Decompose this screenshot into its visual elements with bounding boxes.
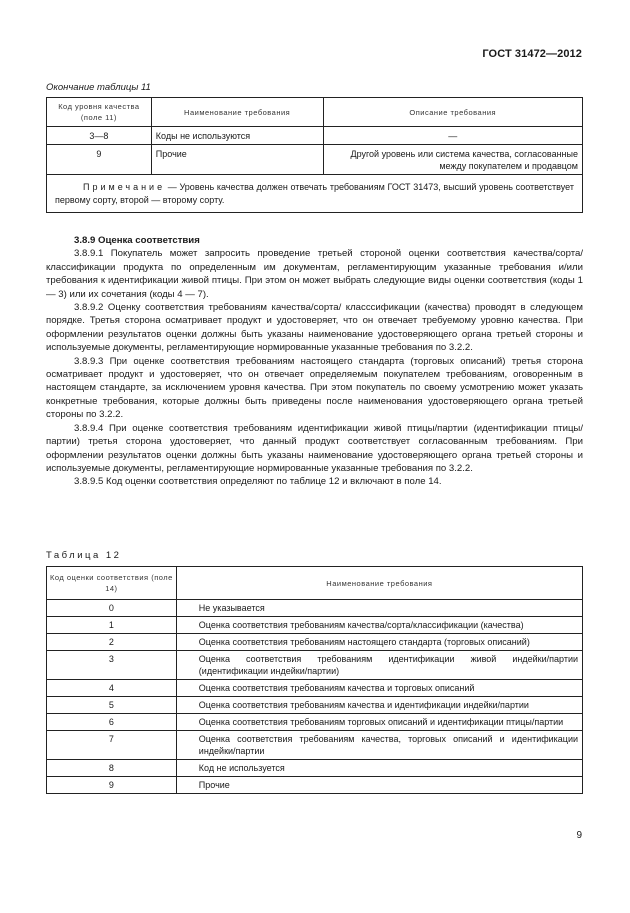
paragraph: 3.8.9.3 При оценке соответствия требованиям настоящего стандарта (торговых описаний) третья сторона осматривает продукт и удостоверяет, что он отвечает определяемым покупателем требованиям, оговоренным в настоящем стандарте, за исключением уровня качества. При этом покупатель по своему усмотрению может указать конкретные требования, которые должны быть приведены после наименования удостоверяющего органа третьей стороны по 3.2.2.: [46, 355, 583, 421]
table-12: [46, 566, 583, 794]
code-cell: 9: [47, 777, 177, 794]
code-cell: 4: [47, 680, 177, 697]
description-cell: —: [323, 127, 583, 145]
code-cell: 3—8: [47, 127, 152, 145]
column-header: Код уровня качества (поле 11): [47, 98, 152, 127]
table-row: [47, 127, 583, 145]
name-cell: Прочие: [176, 777, 582, 794]
table-11: [46, 97, 583, 213]
table12-caption: Таблица 12: [46, 550, 122, 561]
section-heading: 3.8.9 Оценка соответствия: [74, 235, 200, 246]
table-row: [47, 617, 583, 634]
section-body: [46, 234, 583, 489]
code-cell: 3: [47, 651, 177, 680]
name-cell: Оценка соответствия требованиям идентификации живой индейки/партии (идентификации индейки/партии): [176, 651, 582, 680]
paragraph: 3.8.9.2 Оценку соответствия требованиям качества/сорта/ класссификации (качества) проводят в следующем порядке. Третья сторона осматривает продукт и удостоверяет, что он отвечает требуемому уровню качества. При оформлении результатов оценки должны быть указаны наименование удостоверяющего органа третьей стороны и используемые документы, регламентирующие нормированные указанные требования по 3.2.2.: [46, 302, 583, 354]
code-cell: 7: [47, 731, 177, 760]
name-cell: Оценка соответствия требованиям качества/сорта/классификации (качества): [176, 617, 582, 634]
name-cell: Прочие: [151, 145, 323, 175]
table-note: [47, 175, 583, 213]
paragraph: 3.8.9.4 При оценке соответствия требованиям идентификации живой птицы/партии (идентификации птицы/партии) третья сторона удостоверяет, что данный продукт соответствует согласованным требованиям. При оформлении результатов оценки должны быть указаны наименование удостоверяющего органа третьей стороны и используемые документы, регламентирующие нормированные указанные требования по 3.2.2.: [46, 422, 583, 474]
table-row: [47, 600, 583, 617]
code-cell: 2: [47, 634, 177, 651]
description-cell: Другой уровень или система качества, согласованные между покупателем и продавцом: [323, 145, 583, 175]
name-cell: Не указывается: [176, 600, 582, 617]
table-header-row: [47, 567, 583, 600]
table-row: [47, 731, 583, 760]
document-header: ГОСТ 31472—2012: [482, 48, 582, 60]
table-note-row: [47, 175, 583, 213]
column-header: Наименование требования: [151, 98, 323, 127]
name-cell: Оценка соответствия требованиям качества, торговых описаний и идентификации индейки/партии: [176, 731, 582, 760]
table-row: [47, 714, 583, 731]
table-row: [47, 777, 583, 794]
note-label: Примечание: [83, 182, 166, 192]
table-row: [47, 760, 583, 777]
name-cell: Оценка соответствия требованиям качества и идентификации индейки/партии: [176, 697, 582, 714]
name-cell: Коды не используются: [151, 127, 323, 145]
code-cell: 9: [47, 145, 152, 175]
table-row: [47, 697, 583, 714]
code-cell: 8: [47, 760, 177, 777]
table11-caption: Окончание таблицы 11: [46, 82, 151, 93]
paragraph: 3.8.9.5 Код оценки соответствия определяют по таблице 12 и включают в поле 14.: [74, 476, 442, 488]
code-cell: 5: [47, 697, 177, 714]
table-row: [47, 634, 583, 651]
code-cell: 6: [47, 714, 177, 731]
paragraph: 3.8.9.1 Покупатель может запросить проведение третьей стороной оценки соответствия качества/сорта/классификации продукта по определенным им документам, регламентирующим указанные требования и/или требования к идентификации живой птицы. При этом он может выбрать следующие виды оценки соответствия (коды 1 — 3) или их сочетания (коды 4 — 7).: [46, 248, 583, 300]
table-row: [47, 680, 583, 697]
column-header: Наименование требования: [176, 567, 582, 600]
name-cell: Оценка соответствия требованиям качества и торговых описаний: [176, 680, 582, 697]
note-text: — Уровень качества должен отвечать требованиям ГОСТ 31473, высший уровень соответствует первому сорту, второй — второму сорту.: [55, 182, 574, 205]
column-header: Описание требования: [323, 98, 583, 127]
table-header-row: [47, 98, 583, 127]
table-row: [47, 651, 583, 680]
code-cell: 0: [47, 600, 177, 617]
name-cell: Оценка соответствия требованиям торговых описаний и идентификации птицы/партии: [176, 714, 582, 731]
page-number: 9: [576, 830, 582, 841]
column-header: Код оценки соответствия (поле 14): [47, 567, 177, 600]
table-row: [47, 145, 583, 175]
code-cell: 1: [47, 617, 177, 634]
name-cell: Код не используется: [176, 760, 582, 777]
name-cell: Оценка соответствия требованиям настоящего стандарта (торговых описаний): [176, 634, 582, 651]
